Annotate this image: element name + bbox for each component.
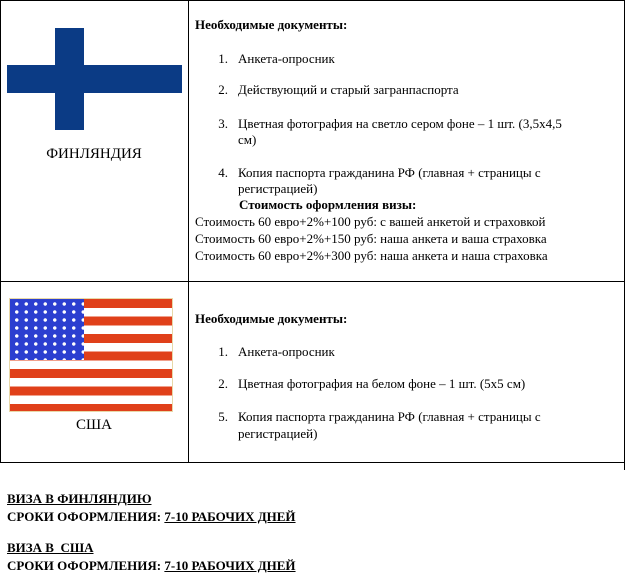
cost-line: Стоимость 60 евро+2%+100 руб: с вашей анкетой и страховкой (195, 214, 546, 229)
cost-line: Стоимость 60 евро+2%+150 руб: наша анкета и ваша страховка (195, 231, 547, 246)
stars-canton (10, 299, 84, 360)
list-item: Цветная фотография на светло сером фоне – 1 шт. (3,5x4,5 (238, 116, 562, 131)
list-item: Действующий и старый загранпаспорта (238, 82, 459, 97)
usa-flag (9, 298, 173, 412)
finland-docs-heading: Необходимые документы: (195, 17, 348, 32)
cost-line: Стоимость 60 евро+2%+300 руб: наша анкета и наша страховка (195, 248, 548, 263)
list-item: Анкета-опросник (238, 344, 335, 359)
finland-country-label: ФИНЛЯНДИЯ (46, 146, 142, 162)
table-border-left (0, 0, 1, 463)
table-border-top (0, 0, 625, 1)
finland-processing-time: СРОКИ ОФОРМЛЕНИЯ: 7-10 РАБОЧИХ ДНЕЙ (7, 509, 296, 524)
list-item: Анкета-опросник (238, 51, 335, 66)
column-divider (188, 0, 189, 463)
list-item: Копия паспорта гражданина РФ (главная + страницы с (238, 165, 541, 180)
usa-processing-time: СРОКИ ОФОРМЛЕНИЯ: 7-10 РАБОЧИХ ДНЕЙ (7, 558, 296, 573)
list-item: Копия паспорта гражданина РФ (главная + страницы с (238, 409, 541, 424)
list-item-cont: см) (238, 132, 257, 147)
usa-visa-title: ВИЗА В США (7, 540, 94, 555)
finland-visa-title: ВИЗА В ФИНЛЯНДИЮ (7, 491, 152, 506)
usa-docs-heading: Необходимые документы: (195, 311, 348, 326)
list-item-cont: регистрацией) (238, 426, 318, 441)
row-divider (0, 281, 625, 282)
list-item-cont: регистрацией) (238, 181, 318, 196)
usa-country-label: США (76, 417, 112, 433)
list-item: Цветная фотография на белом фоне – 1 шт. (5x5 см) (238, 376, 526, 391)
finland-cost-heading: Стоимость оформления визы: (239, 197, 417, 212)
table-border-bottom (0, 462, 625, 463)
finland-flag (7, 28, 182, 130)
